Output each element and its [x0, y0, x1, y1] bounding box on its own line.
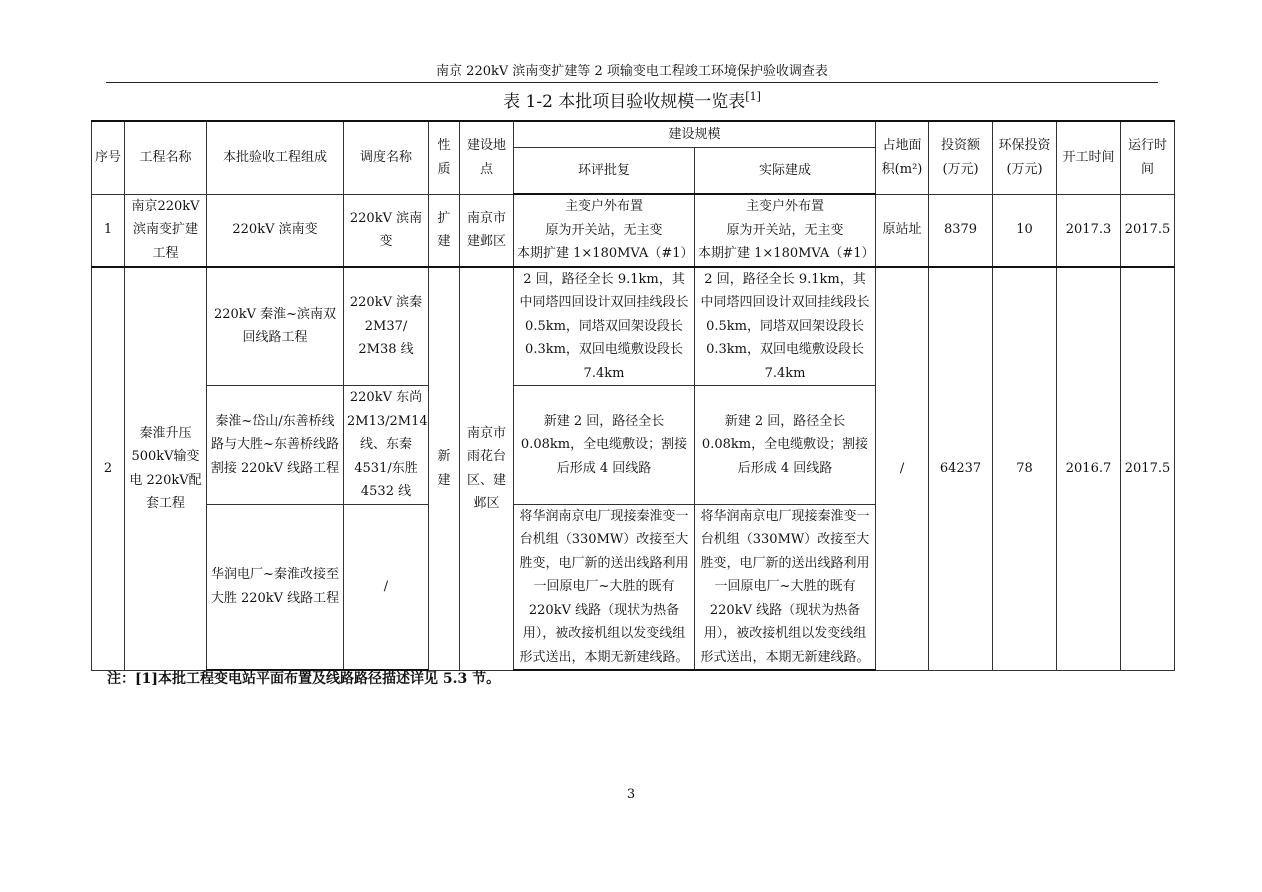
row1-eia-approval: 主变户外布置 原为开关站，无主变 本期扩建 1×180MVA（#1）: [514, 194, 695, 267]
page-header: 南京 220kV 滨南变扩建等 2 项输变电工程竣工环境保护验收调查表: [436, 64, 828, 79]
header-seq: 序号: [92, 121, 125, 194]
table-title: [91, 90, 1173, 114]
row2-operation-time: 2017.5: [1121, 267, 1175, 671]
row1-project-name: 南京220kV滨南变扩建工程: [125, 194, 207, 267]
row2-sub3-dispatch-name: /: [344, 504, 429, 670]
table-row: [92, 267, 1175, 386]
row2-sub2-actual-built: 新建 2 回，路径全长 0.08km，全电缆敷设；割接后形成 4 回线路: [695, 386, 876, 505]
header-project-name: 工程名称: [125, 121, 207, 194]
header-start-time: 开工时间: [1057, 121, 1121, 194]
row1-operation-time: 2017.5: [1121, 194, 1175, 267]
row2-sub3-component: 华润电厂~秦淮改接至大胜 220kV 线路工程: [207, 504, 344, 670]
row1-actual-built: 主变户外布置 原为开关站，无主变 本期扩建 1×180MVA（#1）: [695, 194, 876, 267]
row2-seq: 2: [92, 267, 125, 671]
row2-sub1-actual-built: 2 回，路径全长 9.1km，其中同塔四回设计双回挂线段长 0.5km，同塔双回架设段长 0.3km，双回电缆敷设段长 7.4km: [695, 267, 876, 386]
row2-sub1-eia-approval: 2 回，路径全长 9.1km，其中同塔四回设计双回挂线段长 0.5km，同塔双回架设段长 0.3km，双回电缆敷设段长 7.4km: [514, 267, 695, 386]
row2-sub1-dispatch-name: 220kV 滨秦 2M37/ 2M38 线: [344, 267, 429, 386]
page-number: 3: [626, 787, 636, 802]
row2-project-name: 秦淮升压500kV输变电 220kV配套工程: [125, 267, 207, 671]
row1-component: 220kV 滨南变: [207, 194, 344, 267]
header-components: 本批验收工程组成: [207, 121, 344, 194]
row1-nature: 扩建: [429, 194, 460, 267]
row2-sub3-actual-built: 将华润南京电厂现接秦淮变一台机组（330MW）改接至大胜变，电厂新的送出线路利用一回原电厂~大胜的既有 220kV 线路（现状为热备用），被改接机组以发变线组形式送出，本期无新建线路。: [695, 504, 876, 670]
table-title-footnote-ref: [1]: [745, 90, 761, 103]
header-land-area: 占地面积(m²): [876, 121, 929, 194]
row1-seq: 1: [92, 194, 125, 267]
row2-sub3-eia-approval: 将华润南京电厂现接秦淮变一台机组（330MW）改接至大胜变，电厂新的送出线路利用一回原电厂~大胜的既有 220kV 线路（现状为热备用），被改接机组以发变线组形式送出，本期无新建线路。: [514, 504, 695, 670]
table-footnote: 注：[1]本批工程变电站平面布置及线路路径描述详见 5.3 节。: [107, 671, 501, 687]
header-dispatch-name: 调度名称: [344, 121, 429, 194]
acceptance-scale-table: [91, 120, 1175, 671]
row2-sub2-eia-approval: 新建 2 回，路径全长 0.08km，全电缆敷设；割接后形成 4 回线路: [514, 386, 695, 505]
table-title-text: 表 1-2 本批项目验收规模一览表: [503, 92, 746, 112]
header-rule: [106, 82, 1158, 83]
row1-investment: 8379: [929, 194, 993, 267]
row1-dispatch-name: 220kV 滨南变: [344, 194, 429, 267]
row2-investment: 64237: [929, 267, 993, 671]
header-actual-built: 实际建成: [695, 147, 876, 194]
row1-start-time: 2017.3: [1057, 194, 1121, 267]
table-row: [92, 194, 1175, 267]
row1-env-investment: 10: [993, 194, 1057, 267]
header-location: 建设地点: [460, 121, 514, 194]
row2-land-area: /: [876, 267, 929, 671]
header-investment: 投资额(万元): [929, 121, 993, 194]
row2-location: 南京市雨花台区、建邺区: [460, 267, 514, 671]
header-operation-time: 运行时间: [1121, 121, 1175, 194]
header-construction-scale: 建设规模: [514, 121, 876, 147]
header-nature: 性质: [429, 121, 460, 194]
row2-sub2-component: 秦淮~岱山/东善桥线路与大胜~东善桥线路割接 220kV 线路工程: [207, 386, 344, 505]
row2-env-investment: 78: [993, 267, 1057, 671]
row2-sub1-component: 220kV 秦淮~滨南双回线路工程: [207, 267, 344, 386]
row1-land-area: 原站址: [876, 194, 929, 267]
header-eia-approval: 环评批复: [514, 147, 695, 194]
row2-start-time: 2016.7: [1057, 267, 1121, 671]
row1-location: 南京市建邺区: [460, 194, 514, 267]
row2-nature: 新建: [429, 267, 460, 671]
row2-sub2-dispatch-name: 220kV 东尚 2M13/2M14 线、东秦 4531/东胜 4532 线: [344, 386, 429, 505]
header-env-investment: 环保投资(万元): [993, 121, 1057, 194]
